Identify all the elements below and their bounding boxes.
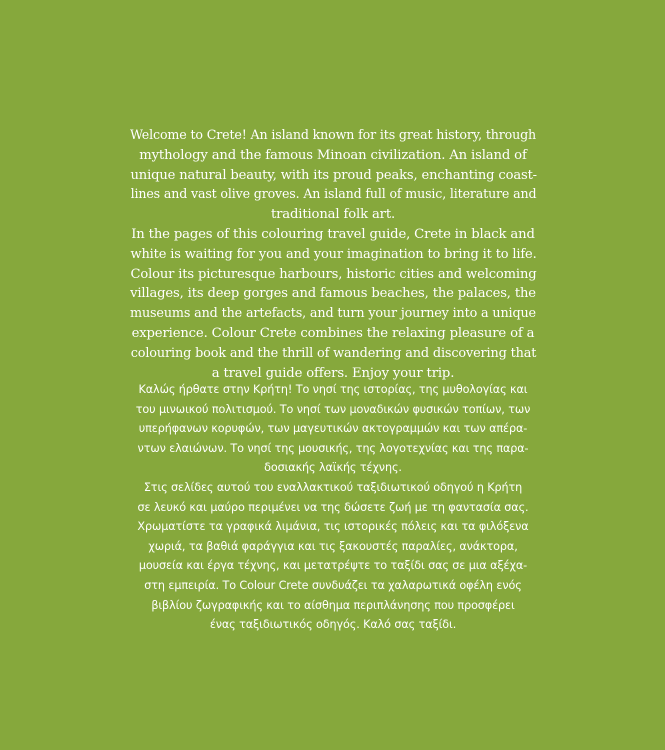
greek-line: δοσιακής λαϊκής τέχνης. <box>264 461 402 475</box>
greek-line: σε λευκό και μαύρο περιμένει να της δώσετε ζωή με τη φαντασία σας. <box>137 500 529 514</box>
greek-line: βιβλίου ζωγραφικής και το αίσθημα περιπλάνησης που προσφέρει <box>151 598 515 612</box>
greek-intro-text <box>130 380 536 635</box>
greek-line: Καλώς ήρθατε στην Κρήτη! Το νησί της ιστορίας, της μυθολογίας και <box>138 383 528 396</box>
english-line: experience. Colour Crete combines the relaxing pleasure of a <box>131 325 535 341</box>
english-line: lines and vast olive groves. An island full of music, literature and <box>130 187 536 203</box>
greek-line: Χρωματίστε τα γραφικά λιμάνια, τις ιστορικές πόλεις και τα φιλόξενα <box>137 520 529 534</box>
english-line: traditional folk art. <box>270 207 396 223</box>
english-line: In the pages of this colouring travel guide, Crete in black and <box>131 226 535 242</box>
greek-line: στη εμπειρία. Το Colour Crete συνδυάζει τα χαλαρωτικά οφέλη ενός <box>144 578 522 592</box>
greek-line: ένας ταξιδιωτικός οδηγός. Καλό σας ταξίδι. <box>209 618 457 632</box>
greek-line: μουσεία και έργα τέχνης, και μετατρέψτε το ταξίδι σας σε μια αξέχα- <box>138 559 528 573</box>
greek-line: Στις σελίδες αυτού του εναλλακτικού ταξιδιωτικού οδηγού η Κρήτη <box>143 480 523 494</box>
english-line: unique natural beauty, with its proud peaks, enchanting coast- <box>130 167 537 183</box>
english-line: mythology and the famous Minoan civilization. An island of <box>139 147 527 163</box>
greek-line: του μινωικού πολιτισμού. Το νησί των μοναδικών φυσικών τοπίων, των <box>135 402 531 416</box>
english-line: Welcome to Crete! An island known for its great history, through <box>130 128 537 143</box>
english-line: museums and the artefacts, and turn your journey into a unique <box>130 306 536 322</box>
english-line: villages, its deep gorges and famous beaches, the palaces, the <box>130 286 536 302</box>
english-line: colouring book and the thrill of wandering and discovering that <box>130 345 536 361</box>
greek-line: ντων ελαιώνων. Το νησί της μουσικής, της λογοτεχνίας και της παρα- <box>137 441 529 455</box>
english-line: white is waiting for you and your imagination to bring it to life. <box>130 246 537 262</box>
english-line: a travel guide offers. Enjoy your trip. <box>211 365 455 381</box>
english-intro-text <box>130 126 536 383</box>
english-line: Colour its picturesque harbours, historic cities and welcoming <box>130 266 536 282</box>
greek-line: υπερήφανων κορυφών, των μαγευτικών ακτογραμμών και των απέρα- <box>138 422 528 436</box>
greek-line: χωριά, τα βαθιά φαράγγια και τις ξακουστές παραλίες, ανάκτορα, <box>148 539 518 553</box>
